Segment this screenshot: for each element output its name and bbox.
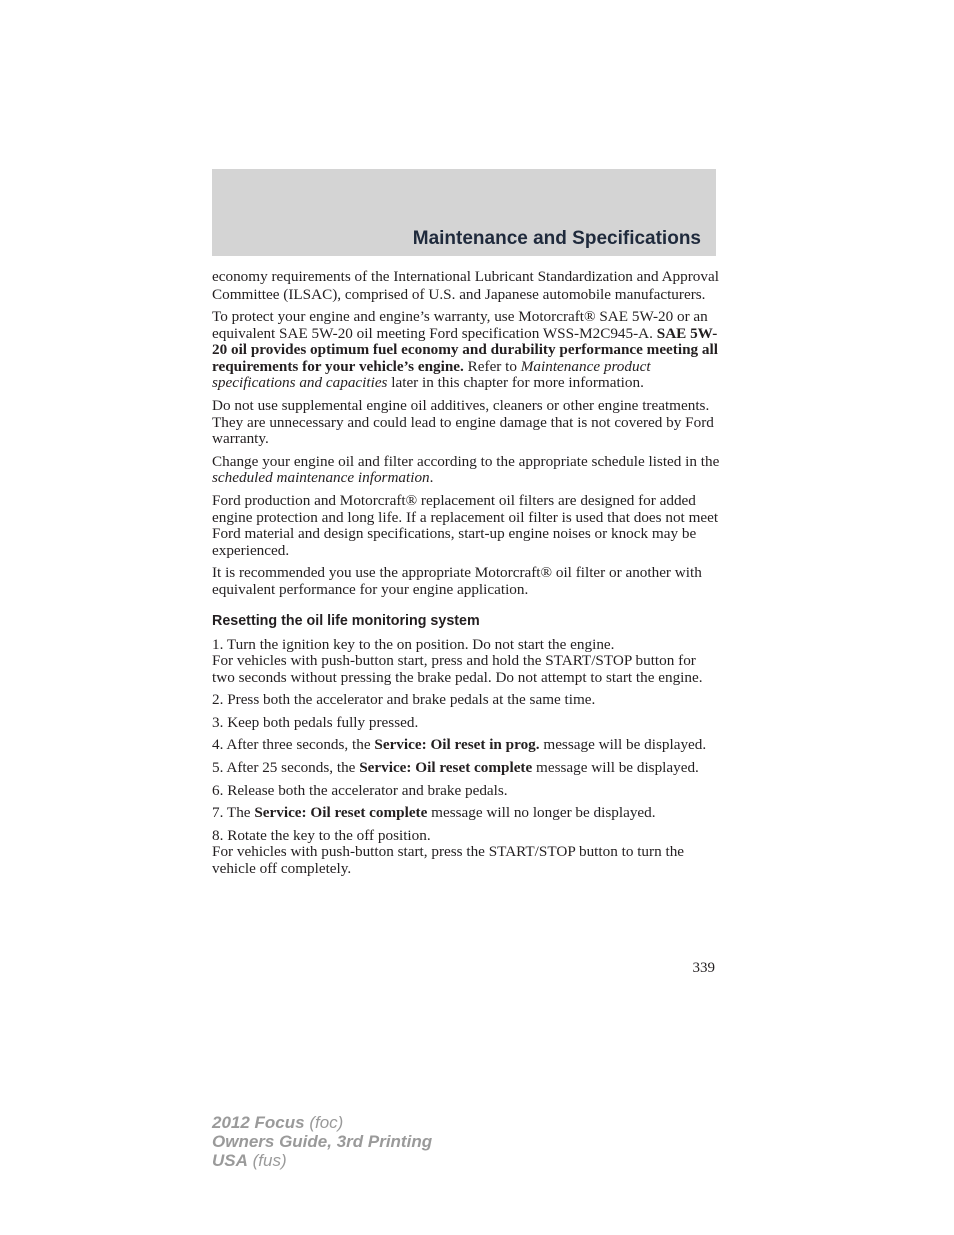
step-1-text: 1. Turn the ignition key to the on position. Do not start the engine. (212, 635, 615, 653)
footer-model-code: (foc) (304, 1113, 344, 1132)
footer-market-code: (fus) (247, 1151, 287, 1170)
step-8-push-button: For vehicles with push-button start, press the START/STOP button to turn the vehicle off completely. (212, 843, 685, 878)
page-content (212, 268, 722, 884)
step-7 (212, 805, 722, 822)
footer-edition (212, 1113, 432, 1170)
paragraph-ilsac: economy requirements of the International Lubricant Standardization and Approval Committee (ILSAC), comprised of U.S. and Japanese automobile manufacturers. (212, 268, 719, 303)
step-4 (212, 737, 722, 754)
section-heading: Resetting the oil life monitoring system (212, 612, 480, 629)
step-7-text: 7. The (212, 804, 255, 822)
step-4-message: Service: Oil reset in prog. (374, 736, 540, 754)
footer-market: USA (212, 1151, 248, 1170)
footer-model: 2012 Focus (212, 1113, 305, 1132)
section-header-band (212, 169, 716, 256)
oil-spec-text: To protect your engine and engine’s warranty, use Motorcraft® SAE 5W-20 or an equivalent SAE 5W-20 oil meeting Ford specification WSS-M2C945-A. (212, 308, 708, 342)
footer-printing: Owners Guide, 3rd Printing (212, 1132, 433, 1151)
step-1 (212, 637, 722, 687)
step-8-text: 8. Rotate the key to the off position. (212, 826, 431, 844)
paragraph-schedule (212, 454, 722, 487)
step-1-push-button: For vehicles with push-button start, press and hold the START/STOP button for two seconds without pressing the brake pedal. Do not attempt to start the engine. (212, 652, 703, 686)
step-2: 2. Press both the accelerator and brake pedals at the same time. (212, 691, 596, 709)
step-5-message: Service: Oil reset complete (359, 759, 533, 777)
oil-spec-refer: Refer to (463, 357, 521, 375)
oil-spec-reference: Maintenance product specifications and capacities (212, 357, 651, 392)
step-7-message: Service: Oil reset complete (254, 804, 428, 822)
paragraph-oil-spec (212, 309, 722, 392)
step-4-text: 4. After three seconds, the (212, 736, 375, 754)
step-5-text: 5. After 25 seconds, the (212, 759, 360, 777)
schedule-reference: scheduled maintenance information (212, 469, 430, 487)
page-number: 339 (692, 960, 715, 976)
step-3: 3. Keep both pedals fully pressed. (212, 713, 419, 731)
paragraph-filter-recommend: It is recommended you use the appropriate Motorcraft® oil filter or another with equivalent performance for your engine application. (212, 564, 702, 598)
schedule-end: . (429, 469, 434, 487)
oil-spec-end: later in this chapter for more information. (387, 374, 644, 392)
step-7-end: message will no longer be displayed. (427, 804, 656, 822)
step-5 (212, 760, 722, 777)
footer-line-2 (212, 1132, 432, 1151)
footer-line-3 (212, 1151, 432, 1170)
footer-line-1 (212, 1113, 432, 1132)
paragraph-filters: Ford production and Motorcraft® replacement oil filters are designed for added engine protection and long life. If a replacement oil filter is used that does not meet Ford material and design specifications, start-up engine noises or knock may be experienced. (212, 491, 719, 559)
schedule-text: Change your engine oil and filter according to the appropriate schedule listed in the (212, 452, 720, 470)
step-8 (212, 828, 722, 878)
step-5-end: message will be displayed. (532, 759, 699, 777)
section-title: Maintenance and Specifications (412, 228, 701, 249)
paragraph-additives: Do not use supplemental engine oil additives, cleaners or other engine treatments. They are unnecessary and could lead to engine damage that is not covered by Ford warranty. (212, 396, 714, 448)
step-4-end: message will be displayed. (539, 736, 707, 754)
oil-spec-bold: SAE 5W-20 oil provides optimum fuel economy and durability performance meeting all requirements for your vehicle’s engine. (212, 324, 718, 375)
step-6: 6. Release both the accelerator and brake pedals. (212, 781, 508, 799)
